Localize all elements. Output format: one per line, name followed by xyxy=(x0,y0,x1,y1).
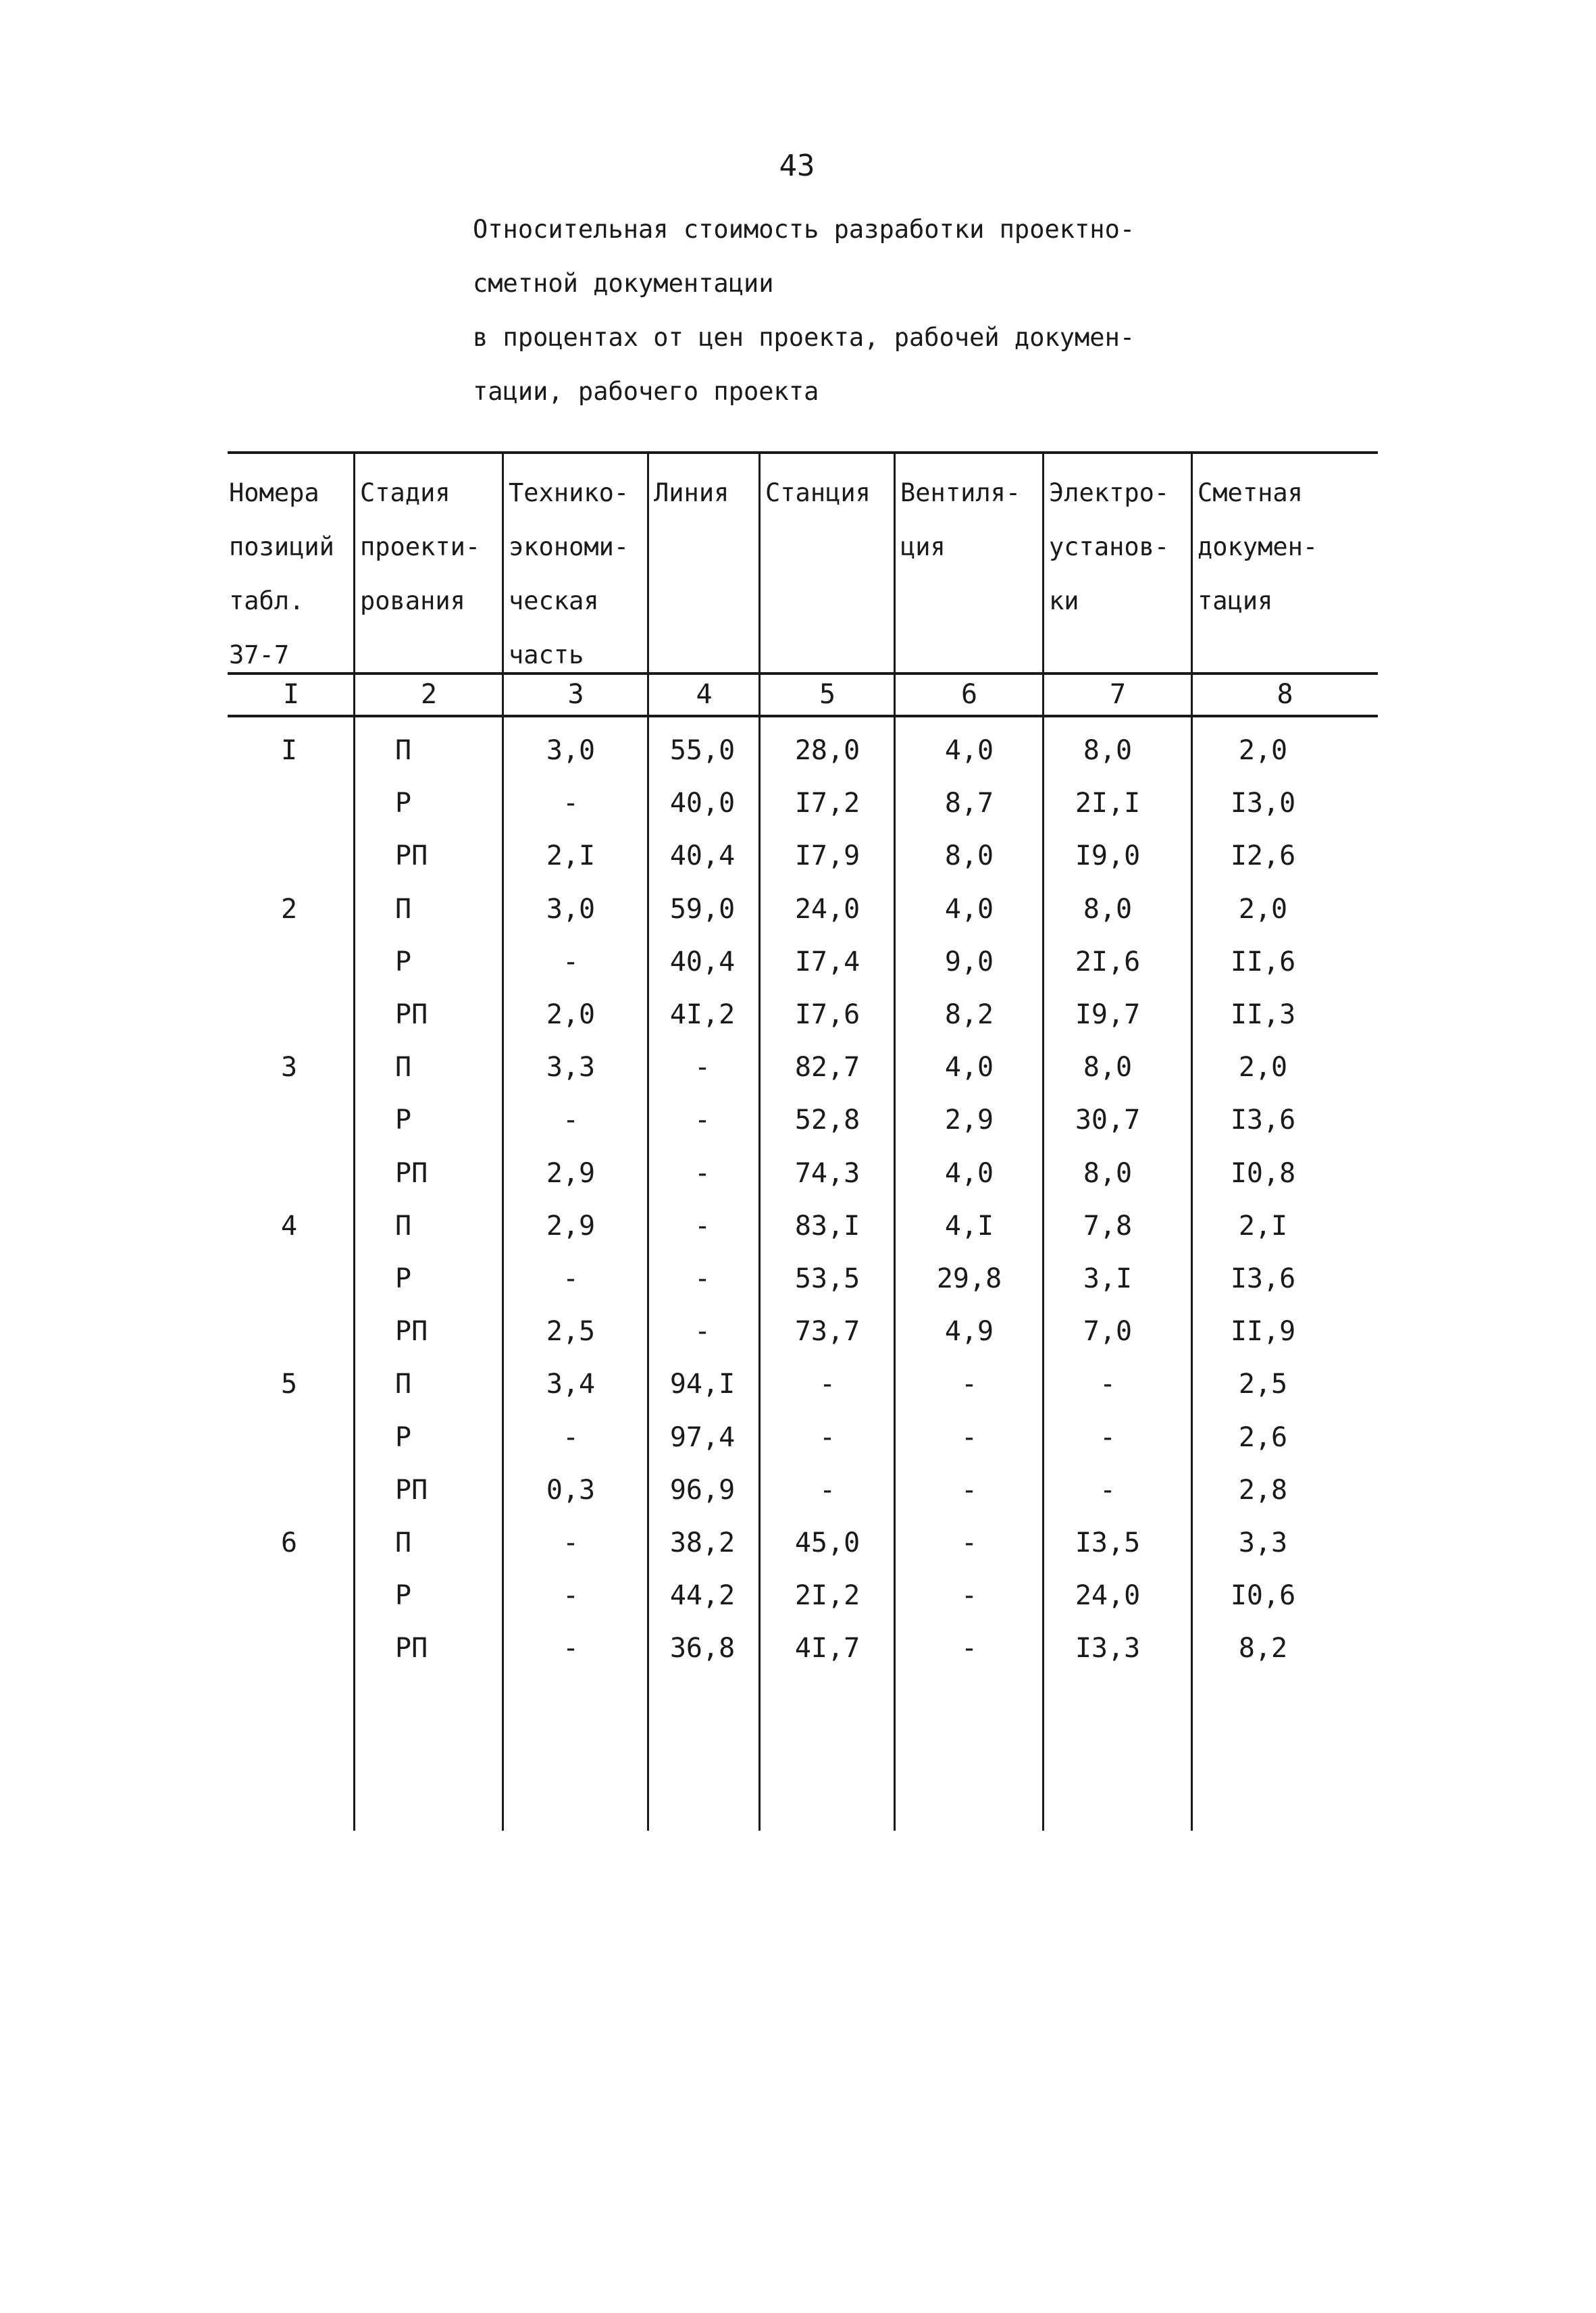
cost-value: - xyxy=(1099,1369,1116,1400)
column-header-line: табл. xyxy=(229,586,305,615)
column-header-line: Вентиля- xyxy=(900,478,1021,507)
cost-value: - xyxy=(694,1263,711,1294)
column-header-line: тация xyxy=(1198,586,1273,615)
title-line: сметной документации xyxy=(473,269,774,298)
cost-value: - xyxy=(562,1580,580,1612)
cost-value: - xyxy=(819,1369,836,1400)
cost-value: - xyxy=(562,1104,580,1136)
design-stage: Р xyxy=(395,1580,412,1612)
cost-value: 24,0 xyxy=(1075,1580,1141,1612)
position-number: 2 xyxy=(280,893,298,925)
cost-value: 30,7 xyxy=(1075,1104,1141,1136)
column-number: 2 xyxy=(420,679,438,710)
cost-value: - xyxy=(562,1263,580,1294)
cost-value: 8,0 xyxy=(1083,735,1133,766)
page-number: 43 xyxy=(779,149,815,183)
cost-value: I0,8 xyxy=(1230,1157,1296,1189)
cost-value: I3,6 xyxy=(1230,1104,1296,1136)
cost-value: 83,I xyxy=(794,1210,860,1242)
cost-value: 24,0 xyxy=(794,893,860,925)
cost-value: 3,0 xyxy=(546,893,596,925)
column-divider xyxy=(758,453,761,1831)
design-stage: Р xyxy=(395,1421,412,1453)
position-number: 6 xyxy=(280,1527,298,1558)
title-line: Относительная стоимость разработки проектно- xyxy=(473,215,1135,244)
cost-value: I7,4 xyxy=(794,946,860,977)
column-header-line: Стадия xyxy=(360,478,451,507)
column-header-line: Сметная xyxy=(1198,478,1303,507)
column-header-line: часть xyxy=(509,640,584,669)
cost-value: I3,0 xyxy=(1230,788,1296,819)
cost-value: 45,0 xyxy=(794,1527,860,1558)
cost-value: 3,I xyxy=(1083,1263,1133,1294)
column-header-line: позиций xyxy=(229,532,334,561)
cost-value: 2,0 xyxy=(1238,893,1288,925)
cost-value: I7,9 xyxy=(794,840,860,872)
design-stage: РП xyxy=(395,1316,428,1348)
column-header-line: Станция xyxy=(765,478,871,507)
cost-value: - xyxy=(694,1052,711,1084)
cost-value: 4,0 xyxy=(944,1157,994,1189)
cost-value: - xyxy=(562,788,580,819)
cost-value: 96,9 xyxy=(669,1474,736,1506)
cost-value: I3,3 xyxy=(1075,1633,1141,1664)
cost-value: 2,9 xyxy=(546,1157,596,1189)
column-header-line: экономи- xyxy=(509,532,629,561)
cost-value: 9,0 xyxy=(944,946,994,977)
design-stage: П xyxy=(395,1052,412,1084)
cost-value: II,3 xyxy=(1230,999,1296,1030)
cost-value: - xyxy=(960,1580,978,1612)
cost-value: 3,0 xyxy=(546,735,596,766)
column-header-line: ция xyxy=(900,532,946,561)
cost-value: 8,0 xyxy=(944,840,994,872)
cost-value: 28,0 xyxy=(794,735,860,766)
cost-value: 8,0 xyxy=(1083,1157,1133,1189)
cost-value: 2,I xyxy=(546,840,596,872)
design-stage: П xyxy=(395,1527,412,1558)
cost-value: 3,4 xyxy=(546,1369,596,1400)
design-stage: РП xyxy=(395,999,428,1030)
cost-value: II,9 xyxy=(1230,1316,1296,1348)
cost-value: 40,4 xyxy=(669,840,736,872)
cost-value: 40,4 xyxy=(669,946,736,977)
column-divider xyxy=(502,453,504,1831)
cost-value: 73,7 xyxy=(794,1316,860,1348)
cost-value: I0,6 xyxy=(1230,1580,1296,1612)
cost-value: I7,2 xyxy=(794,788,860,819)
design-stage: РП xyxy=(395,840,428,872)
position-number: 5 xyxy=(280,1369,298,1400)
column-header-line: проекти- xyxy=(360,532,481,561)
cost-value: 2,8 xyxy=(1238,1474,1288,1506)
cost-value: 53,5 xyxy=(794,1263,860,1294)
cost-value: 2,I xyxy=(1238,1210,1288,1242)
column-header-line: ческая xyxy=(509,586,599,615)
cost-value: - xyxy=(960,1369,978,1400)
cost-value: 2,5 xyxy=(546,1316,596,1348)
cost-value: - xyxy=(562,1527,580,1558)
design-stage: РП xyxy=(395,1157,428,1189)
cost-value: 0,3 xyxy=(546,1474,596,1506)
cost-value: 2,0 xyxy=(546,999,596,1030)
cost-value: 59,0 xyxy=(669,893,736,925)
column-header-line: 37-7 xyxy=(229,640,290,669)
cost-value: - xyxy=(960,1633,978,1664)
cost-value: 2,0 xyxy=(1238,1052,1288,1084)
column-number: 5 xyxy=(819,679,836,710)
column-header-line: рования xyxy=(360,586,465,615)
cost-value: 2,0 xyxy=(1238,735,1288,766)
column-header-line: Номера xyxy=(229,478,319,507)
cost-value: 74,3 xyxy=(794,1157,860,1189)
cost-value: I9,0 xyxy=(1075,840,1141,872)
cost-value: 8,7 xyxy=(944,788,994,819)
cost-value: - xyxy=(562,946,580,977)
cost-value: 44,2 xyxy=(669,1580,736,1612)
column-divider xyxy=(894,453,896,1831)
table-title xyxy=(473,203,1250,419)
cost-value: - xyxy=(694,1104,711,1136)
design-stage: П xyxy=(395,893,412,925)
cost-value: I3,5 xyxy=(1075,1527,1141,1558)
cost-value: 97,4 xyxy=(669,1421,736,1453)
cost-value: 4,9 xyxy=(944,1316,994,1348)
cost-value: 36,8 xyxy=(669,1633,736,1664)
design-stage: П xyxy=(395,735,412,766)
cost-value: I2,6 xyxy=(1230,840,1296,872)
table-rule xyxy=(228,715,1378,717)
position-number: 3 xyxy=(280,1052,298,1084)
cost-value: 52,8 xyxy=(794,1104,860,1136)
cost-value: 2,6 xyxy=(1238,1421,1288,1453)
cost-value: - xyxy=(819,1421,836,1453)
column-header-line: установ- xyxy=(1049,532,1170,561)
cost-value: 82,7 xyxy=(794,1052,860,1084)
cost-value: 2,9 xyxy=(546,1210,596,1242)
design-stage: П xyxy=(395,1210,412,1242)
cost-value: - xyxy=(694,1157,711,1189)
column-header-line: Технико- xyxy=(509,478,629,507)
cost-value: - xyxy=(1099,1421,1116,1453)
design-stage: Р xyxy=(395,1263,412,1294)
design-stage: РП xyxy=(395,1474,428,1506)
cost-value: II,6 xyxy=(1230,946,1296,977)
position-number: I xyxy=(280,735,298,766)
cost-value: 29,8 xyxy=(936,1263,1002,1294)
design-stage: Р xyxy=(395,946,412,977)
cost-value: - xyxy=(960,1474,978,1506)
column-header-line: Электро- xyxy=(1049,478,1170,507)
column-number: 4 xyxy=(696,679,713,710)
column-number: 3 xyxy=(567,679,584,710)
column-number: 6 xyxy=(960,679,978,710)
cost-value: 2,5 xyxy=(1238,1369,1288,1400)
cost-value: I9,7 xyxy=(1075,999,1141,1030)
cost-value: - xyxy=(819,1474,836,1506)
cost-value: 4,0 xyxy=(944,1052,994,1084)
cost-value: 4,0 xyxy=(944,893,994,925)
cost-value: - xyxy=(562,1421,580,1453)
cost-value: 2,9 xyxy=(944,1104,994,1136)
cost-value: 7,0 xyxy=(1083,1316,1133,1348)
column-number: 7 xyxy=(1109,679,1127,710)
column-header-line: Линия xyxy=(654,478,729,507)
column-header-line: докумен- xyxy=(1198,532,1318,561)
cost-value: 40,0 xyxy=(669,788,736,819)
column-number: I xyxy=(282,679,300,710)
cost-value: 2I,I xyxy=(1075,788,1141,819)
cost-value: I7,6 xyxy=(794,999,860,1030)
cost-value: 4,I xyxy=(944,1210,994,1242)
cost-value: 4I,2 xyxy=(669,999,736,1030)
table-rule xyxy=(228,451,1378,454)
cost-value: 8,2 xyxy=(1238,1633,1288,1664)
cost-value: - xyxy=(562,1633,580,1664)
cost-value: - xyxy=(1099,1474,1116,1506)
title-line: в процентах от цен проекта, рабочей докумен- xyxy=(473,323,1135,352)
cost-value: 8,0 xyxy=(1083,1052,1133,1084)
column-divider xyxy=(353,453,355,1831)
cost-value: 4I,7 xyxy=(794,1633,860,1664)
design-stage: РП xyxy=(395,1633,428,1664)
column-header-line: ки xyxy=(1049,586,1079,615)
cost-value: 3,3 xyxy=(546,1052,596,1084)
cost-value: 7,8 xyxy=(1083,1210,1133,1242)
table-rule xyxy=(228,672,1378,675)
cost-value: I3,6 xyxy=(1230,1263,1296,1294)
cost-value: 8,0 xyxy=(1083,893,1133,925)
title-line: тации, рабочего проекта xyxy=(473,377,819,406)
cost-value: - xyxy=(694,1316,711,1348)
cost-value: 2I,6 xyxy=(1075,946,1141,977)
cost-value: 2I,2 xyxy=(794,1580,860,1612)
cost-value: 4,0 xyxy=(944,735,994,766)
cost-value: - xyxy=(960,1527,978,1558)
cost-value: - xyxy=(694,1210,711,1242)
design-stage: П xyxy=(395,1369,412,1400)
cost-value: 94,I xyxy=(669,1369,736,1400)
cost-value: 8,2 xyxy=(944,999,994,1030)
cost-value: - xyxy=(960,1421,978,1453)
design-stage: Р xyxy=(395,788,412,819)
cost-value: 3,3 xyxy=(1238,1527,1288,1558)
design-stage: Р xyxy=(395,1104,412,1136)
column-number: 8 xyxy=(1277,679,1293,710)
cost-value: 55,0 xyxy=(669,735,736,766)
position-number: 4 xyxy=(280,1210,298,1242)
cost-value: 38,2 xyxy=(669,1527,736,1558)
